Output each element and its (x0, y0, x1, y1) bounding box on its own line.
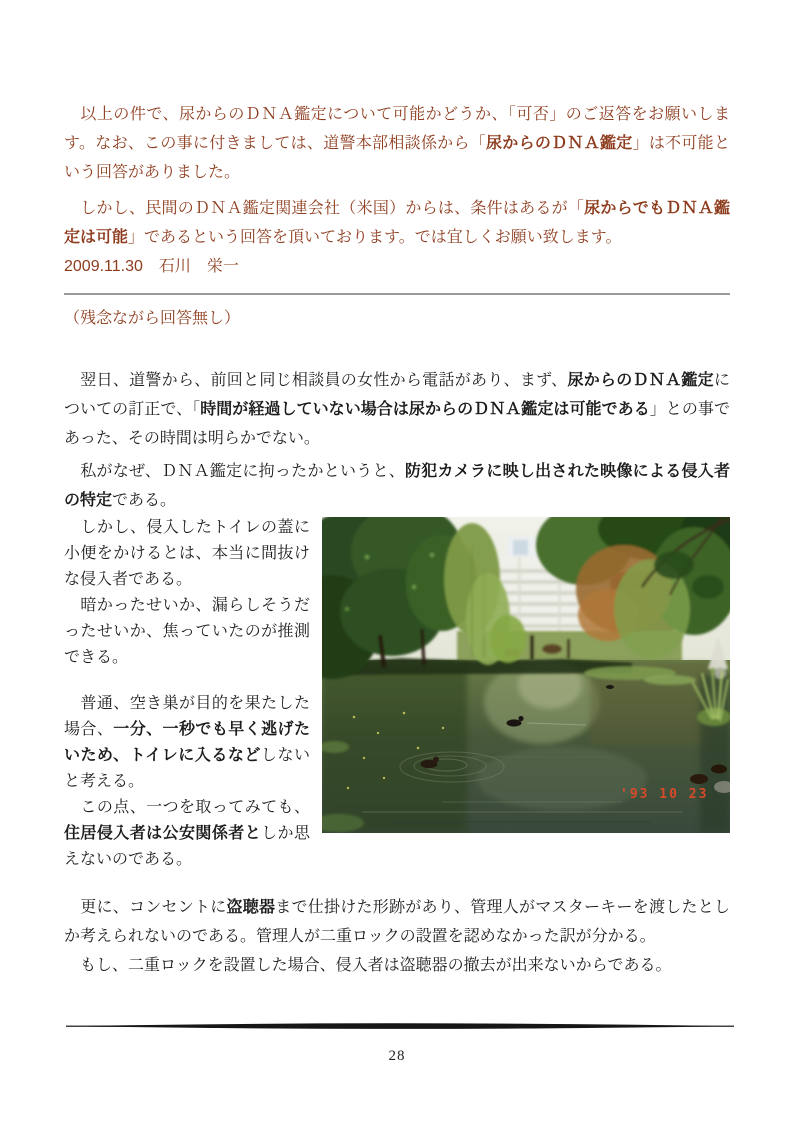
text-run: 」との事であった、その時間は明らかでない。 (64, 401, 730, 447)
paragraph-double-lock: もし、二重ロックを設置した場合、侵入者は盗聴器の撤去が出来ないからである。 (64, 957, 672, 974)
page-number: 28 (388, 1048, 406, 1064)
paragraph-dna-request (64, 100, 730, 187)
paragraph-toilet-lid: しかし、侵入したトイレの蓋に小便をかけるとは、本当に間抜けな侵入者である。 (64, 519, 310, 588)
text-run-bold: 防犯カメラに映し出された映像による侵入者の特定 (64, 463, 730, 509)
text-run: まで仕掛けた形跡があり、管理人がマスターキーを渡したとしか考えられないのである。管理人が二重ロックの設置を認めなかった訳が分かる。 (64, 899, 730, 945)
text-run-bold: 盗聴器 (226, 899, 276, 916)
photo-date-stamp: '93 10 23 (620, 787, 709, 802)
text-run: である。 (112, 492, 177, 509)
signature-date-line: 2009.11.30 石川 栄一 (64, 258, 239, 275)
paragraph-dark-hurry: 暗かったせいか、漏らしそうだったせいか、焦っていたのが推測できる。 (64, 597, 310, 666)
pond-photo-illustration (322, 517, 730, 833)
text-run: 以上の件で、尿からのＤＮＡ鑑定について可能かどうか、「可否」のご返答をお願いします。なお、この事に付きましては、道警本部相談係から「 (64, 106, 730, 152)
no-reply-note: （残念ながら回答無し） (64, 310, 241, 327)
paragraph-wiretap (64, 893, 730, 951)
text-run: 私がなぜ、ＤＮＡ鑑定に拘ったかというと、 (64, 463, 406, 480)
text-run: この点、一つを取ってみても、 (64, 799, 310, 816)
text-run: についての訂正で、「 (64, 372, 730, 418)
pond-photo (322, 517, 730, 833)
text-run: 更に、コンセントに (64, 899, 227, 916)
text-run-bold: 尿からのＤＮＡ鑑定 (567, 372, 714, 389)
text-run: しないと考える。 (64, 747, 310, 790)
photo-wrap-section (64, 515, 730, 873)
text-run-bold: 時間が経過していない場合は尿からのＤＮＡ鑑定は可能である (200, 401, 650, 418)
text-run: しか思えないのである。 (64, 825, 310, 868)
text-run-bold: 尿からでもＤＮＡ鑑定は可能 (64, 200, 730, 246)
paragraph-why-dna (64, 457, 730, 515)
footer-tapered-rule (64, 1022, 736, 1031)
section-divider (64, 293, 730, 295)
text-run: 」であるという回答を頂いております。では宜しくお願い致します。 (128, 229, 622, 246)
page-footer (64, 1012, 730, 1071)
text-run: 翌日、道警から、前回と同じ相談員の女性から電話があり、まず、 (64, 372, 568, 389)
text-run: しかし、民間のＤＮＡ鑑定関連会社（米国）からは、条件はあるが「 (64, 200, 585, 217)
text-run-bold: 一分、一秒でも早く逃げたいため、トイレに入るなど (64, 721, 310, 764)
paragraph-correction-call (64, 366, 730, 453)
text-run-bold: 住居侵入者は公安関係者と (64, 825, 262, 842)
text-run: 」は不可能という回答がありました。 (64, 135, 730, 181)
text-run-bold: 尿からのＤＮＡ鑑定 (486, 135, 633, 152)
text-run: 普通、空き巣が目的を果たした場合、 (64, 695, 310, 738)
paragraph-us-company (64, 194, 730, 252)
